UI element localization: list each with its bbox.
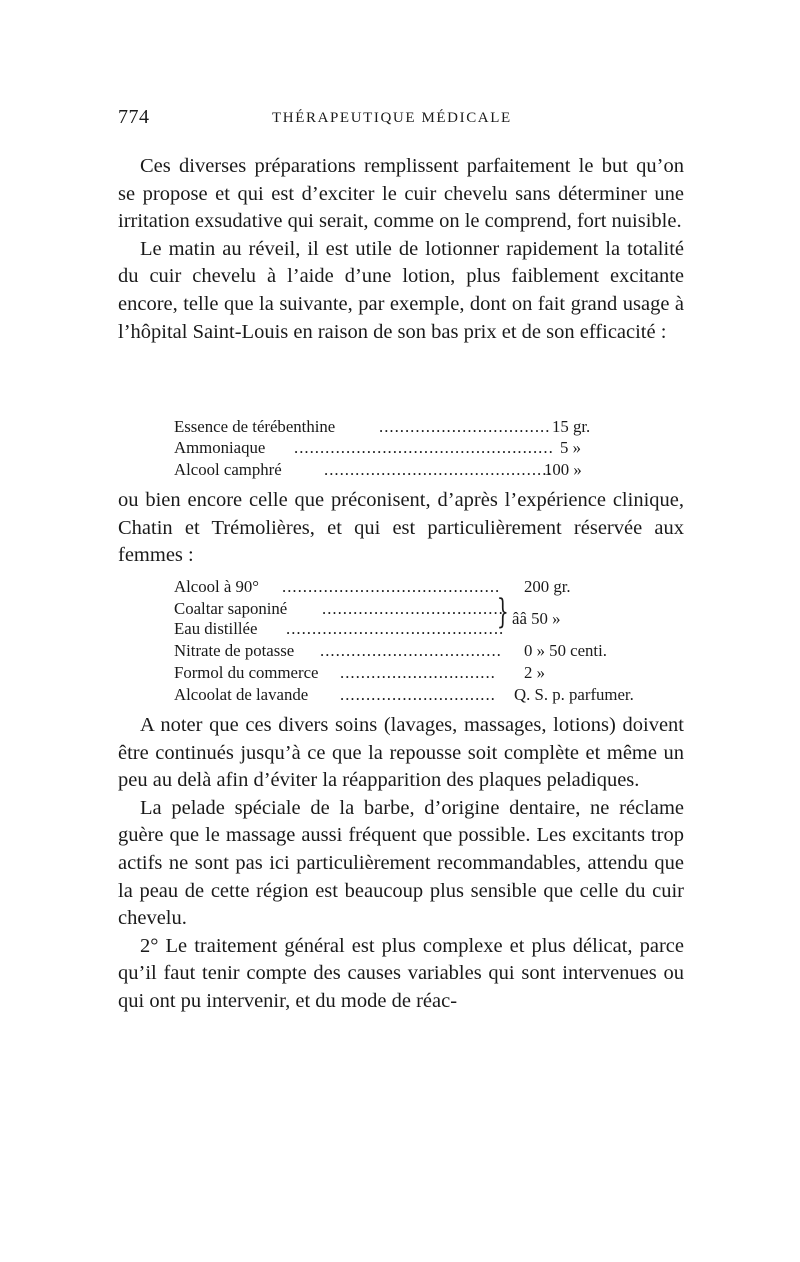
paragraph-1: Ces diverses préparations remplissent parfaitement le but qu’on se propose et qui est d’exciter le cuir chevelu sans déterminer une irritation exsudative qui serait, comme on le comprend, fort nuisible. [118,155,684,233]
leader-dots: .......................................... [282,577,501,596]
leader-dots: ................................... [322,599,504,618]
ingredient: Alcoolat de lavande [174,685,309,704]
page-header [118,106,688,136]
running-title: THÉRAPEUTIQUE MÉDICALE [272,110,512,126]
leader-dots: ................................... [320,641,502,660]
paragraph-6: 2° Le traitement général est plus complexe et plus délicat, parce qu’il faut tenir compte des causes variables qui sont intervenues ou qui ont pu intervenir, et du mode de réac- [118,934,684,1012]
paragraph-5: La pelade spéciale de la barbe, d’origine dentaire, ne réclame guère que le massage aussi fréquent que possible. Les excitants trop actifs ne sont pas ici particulièrement recommandables, attendu que la peau de cette région est beaucoup plus sensible que celle du cuir chevelu. [118,796,684,930]
text-block-2 [118,487,684,570]
ingredient: Essence de térébenthine [174,417,336,436]
leader-dots: .......................................... [286,619,505,638]
paragraph-2: Le matin au réveil, il est utile de lotionner rapidement la totalité du cuir chevelu à l’aide d’une lotion, plus faiblement excitante encore, telle que la suivante, par exemple, dont on fait grand usage à l’hôpital Saint-Louis en raison de son bas prix et de son efficacité : [118,237,684,343]
ingredient: Nitrate de potasse [174,641,295,660]
quantity: 200 gr. [524,577,571,596]
quantity: Q. S. p. parfumer. [514,685,634,704]
ingredient: Coaltar saponiné [174,599,288,618]
leader-dots: ............................................ [324,460,553,479]
quantity: 5 » [560,438,581,457]
text-block-1 [118,153,684,346]
page-number: 774 [118,106,150,128]
ingredient: Alcool à 90° [174,577,260,596]
text-block-3 [118,712,684,1016]
paragraph-3: ou bien encore celle que préconisent, d’après l’expérience clinique, Chatin et Trémolières, et qui est particulièrement réservée aux femmes : [118,489,684,567]
shared-quantity: ââ 50 » [512,609,561,628]
ingredient: Eau distillée [174,619,258,638]
quantity: 15 gr. [552,417,591,436]
brace-symbol: } [496,592,509,632]
leader-dots: .............................. [340,663,496,682]
leader-dots: .............................. [340,685,496,704]
quantity: 2 » [524,663,545,682]
leader-dots: .................................................. [294,438,554,457]
ingredient: Formol du commerce [174,663,319,682]
quantity: 0 » 50 centi. [524,641,607,660]
paragraph-4: A noter que ces divers soins (lavages, massages, lotions) doivent être continués jusqu’à ce que la repousse soit complète et même un peu au delà afin d’éviter la réapparition des plaques peladiques. [118,714,684,792]
ingredient: Alcool camphré [174,460,282,479]
ingredient: Ammoniaque [174,438,266,457]
quantity: 100 » [544,460,582,479]
leader-dots: ................................. [379,417,551,436]
